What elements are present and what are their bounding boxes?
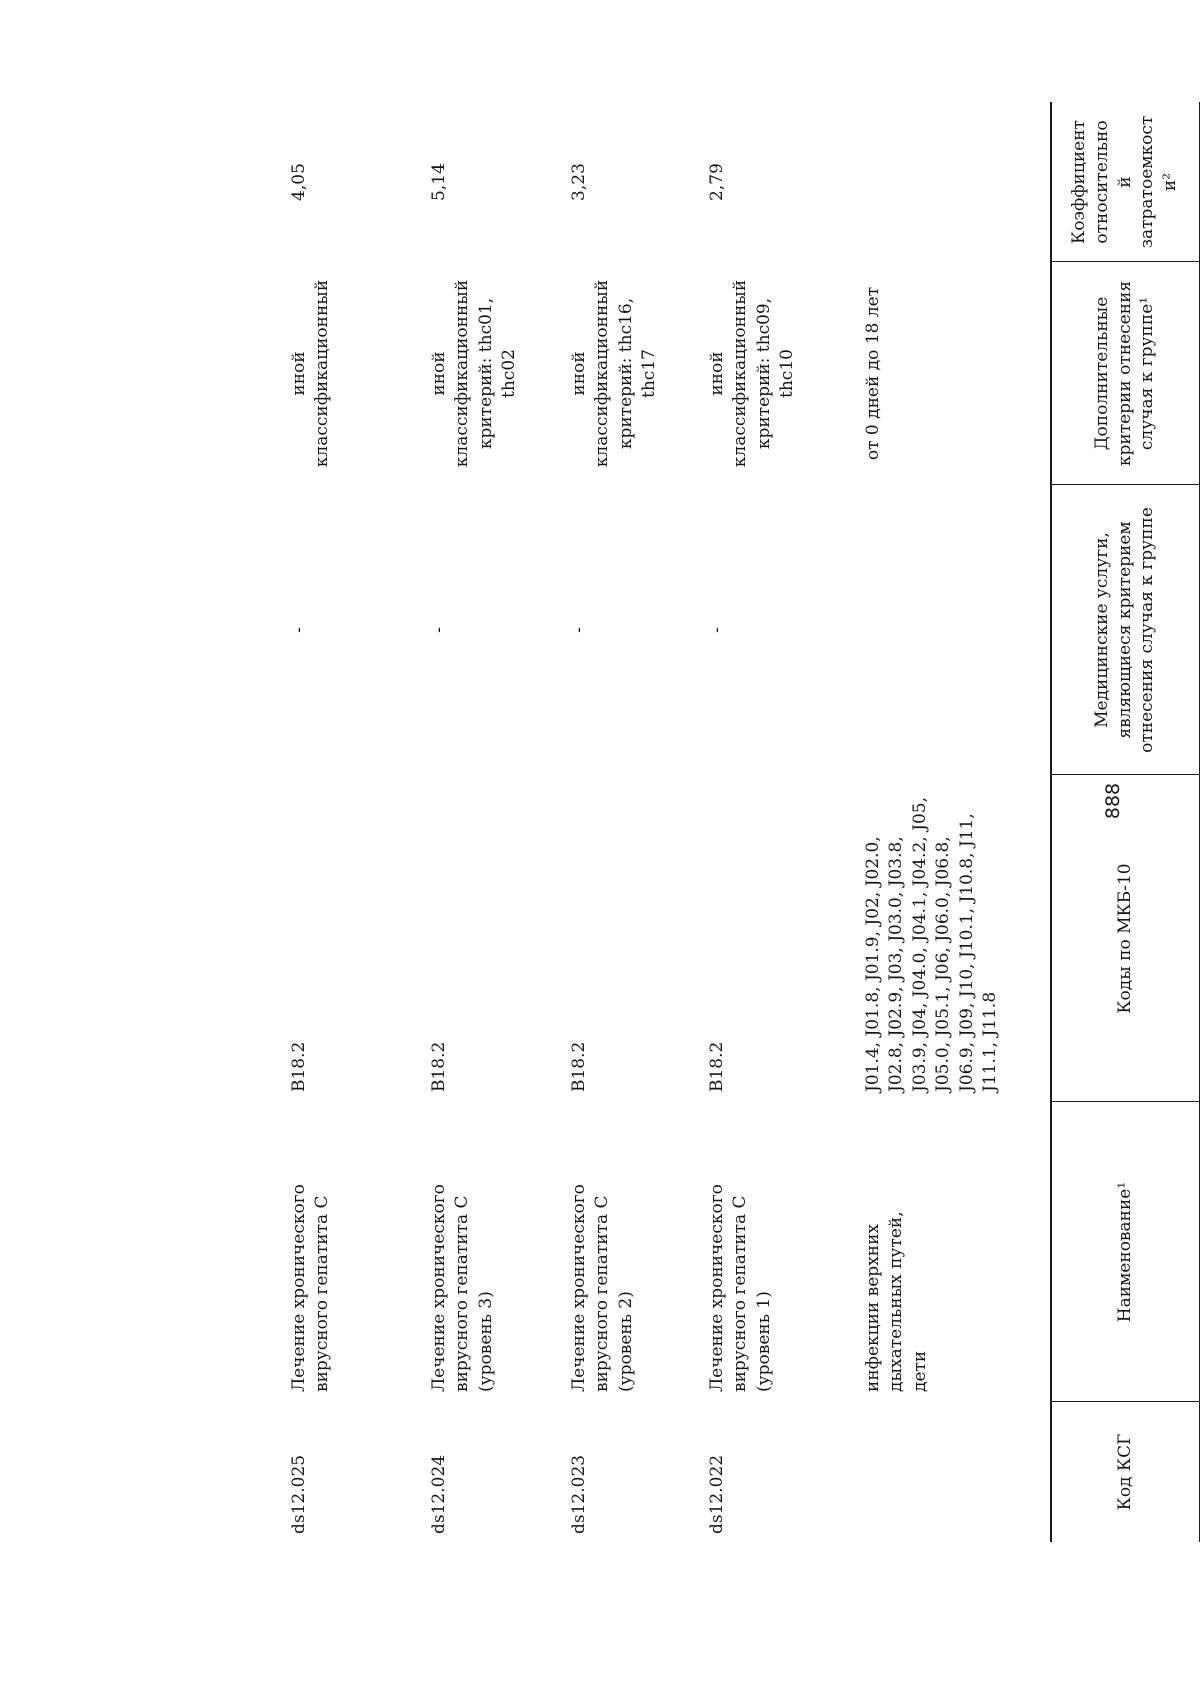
page-number: 888	[1102, 782, 1124, 820]
row-name: Лечение хронического вирусного гепатита С (уровень 2)	[569, 1184, 636, 1392]
row-icd: B18.2	[429, 1041, 449, 1092]
row-icd: B18.2	[569, 1041, 589, 1092]
row-coefficient: 2,79	[707, 163, 727, 201]
row-coefficient: 3,23	[569, 163, 589, 201]
header-icd: Коды по МКБ-10	[1114, 863, 1135, 1014]
row-code: ds12.022	[707, 1454, 727, 1534]
row-criteria: иной классификационный критерий: thc01, thc02	[429, 279, 520, 468]
row-coefficient: 4,05	[289, 163, 309, 201]
header-coefficient: Коэффициент относительно й затратоемкост и²	[1068, 115, 1181, 249]
header-criteria: Дополнительные критерии отнесения случая к группе¹	[1091, 280, 1158, 467]
row-name: Лечение хронического вирусного гепатита С (уровень 3)	[429, 1184, 496, 1392]
row-services: -	[429, 627, 449, 633]
row-services: -	[289, 627, 309, 633]
row-name: Лечение хронического вирусного гепатита С	[289, 1184, 333, 1392]
row-name: Лечение хронического вирусного гепатита С (уровень 1)	[707, 1184, 774, 1392]
header-services: Медицинские услуги, являющиеся критерием отнесения случая к группе	[1091, 507, 1158, 753]
row-icd: B18.2	[707, 1041, 727, 1092]
row-code: ds12.025	[289, 1454, 309, 1534]
row-icd: B18.2	[289, 1041, 309, 1092]
row-code: ds12.024	[429, 1454, 449, 1534]
row-code: ds12.023	[569, 1454, 589, 1534]
row-services: -	[569, 627, 589, 633]
continuation-name: инфекции верхних дыхательных путей, дети	[863, 1211, 930, 1392]
continuation-icd-codes: J01.4, J01.8, J01.9, J02, J02.0, J02.8, J02.9, J03, J03.0, J03.8, J03.9, J04, J04.0, J04.1, J04.2, J05, J05.0, J05.1, J06, J06.0, J06.8, J06.9, J09, J10, J10.1, J10.8, J11, J11.1, J11.8	[863, 796, 1001, 1092]
header-name: Наименование¹	[1114, 1181, 1135, 1323]
row-coefficient: 5,14	[429, 163, 449, 201]
row-criteria: иной классификационный	[289, 279, 333, 468]
row-services: -	[707, 627, 727, 633]
row-criteria: иной классификационный критерий: thc09, thc10	[707, 279, 798, 468]
continuation-criteria: от 0 дней до 18 лет	[863, 286, 883, 461]
header-code: Код КСГ	[1114, 1433, 1135, 1511]
row-criteria: иной классификационный критерий: thc16, thc17	[569, 279, 660, 468]
